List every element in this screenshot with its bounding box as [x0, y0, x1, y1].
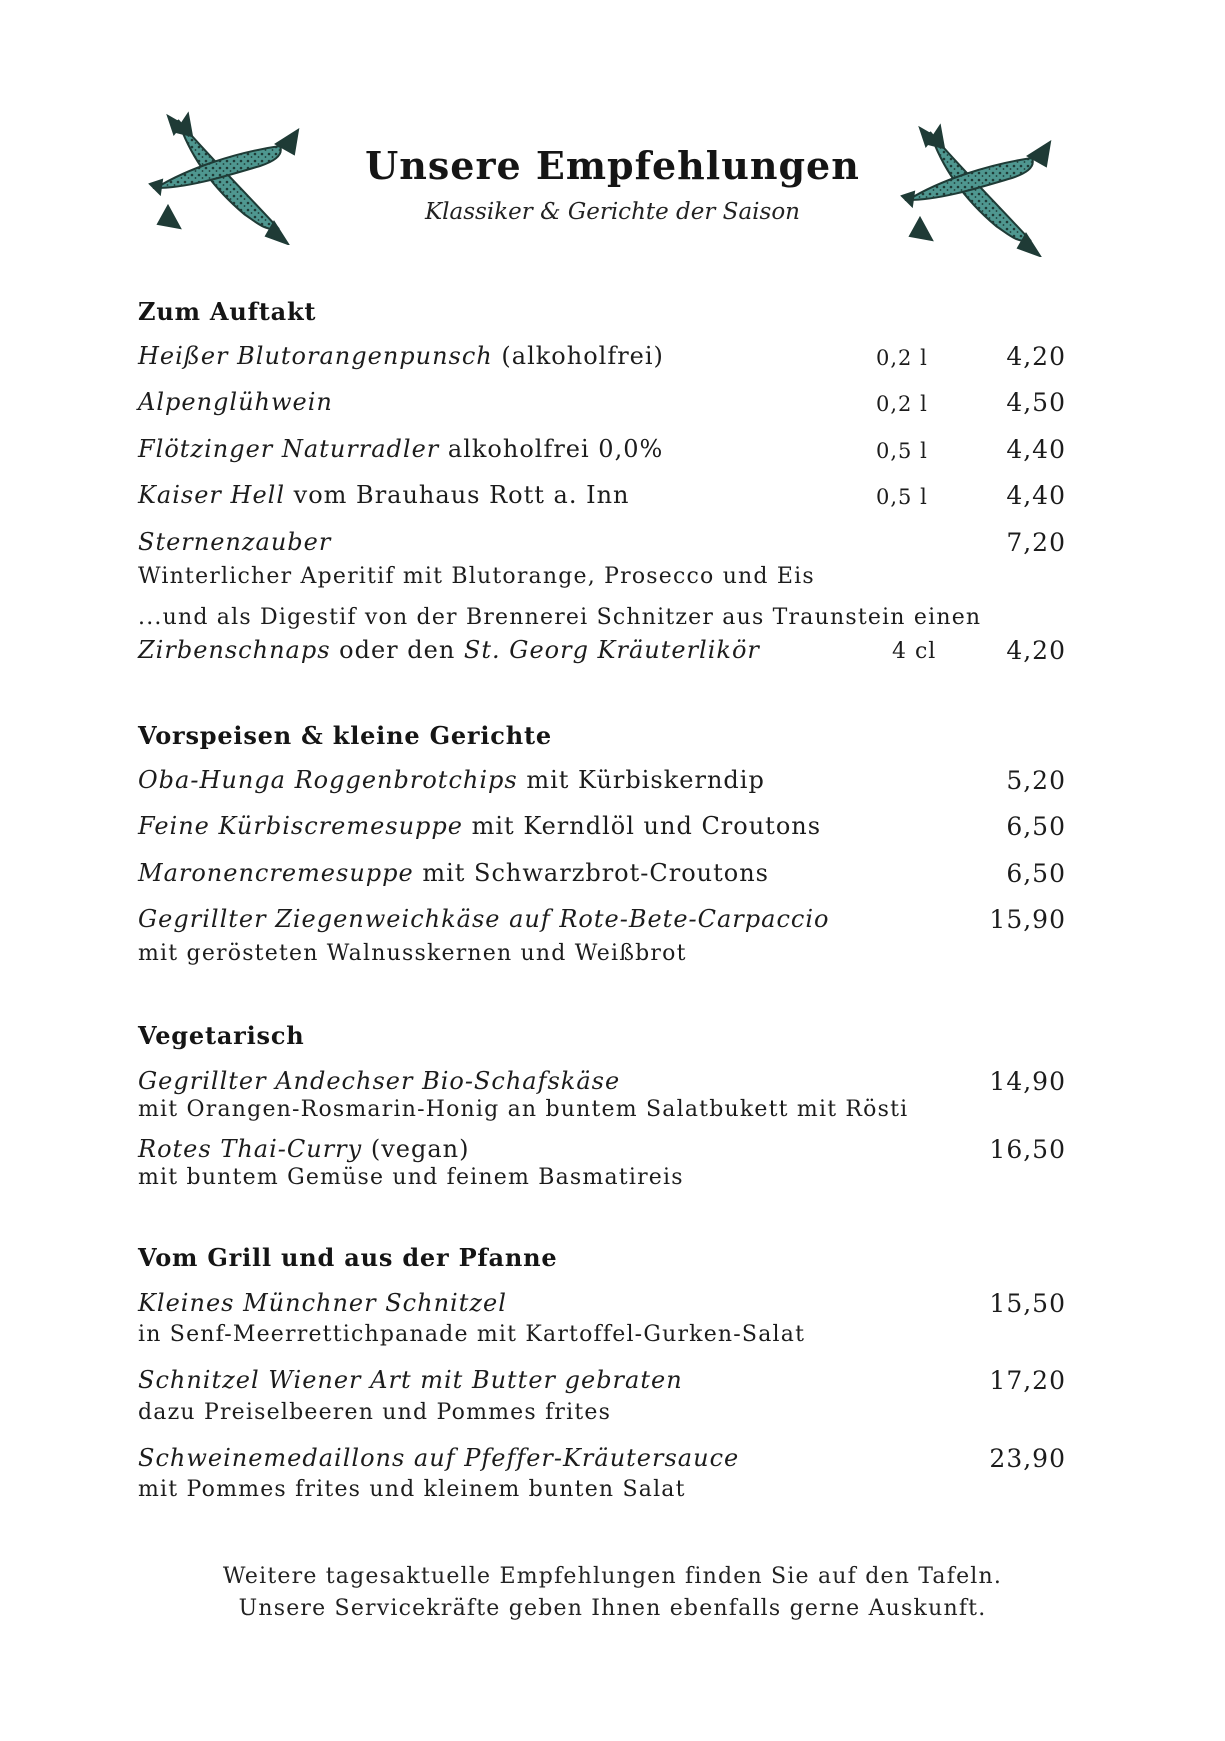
- footer-note: Weitere tagesaktuelle Empfehlungen finden Sie auf den Tafeln.: [222, 1564, 1003, 1589]
- menu-item: [138, 342, 664, 370]
- item-price: 4,40: [1006, 481, 1066, 510]
- page-subtitle: Klassiker & Gerichte der Saison: [425, 199, 800, 225]
- menu-item: [138, 636, 760, 664]
- menu-item: [138, 859, 769, 887]
- item-volume: 0,2 l: [876, 346, 928, 370]
- menu-item: [138, 1444, 739, 1472]
- item-note: alkoholfrei 0,0%: [439, 435, 664, 463]
- menu-item: [138, 766, 765, 794]
- section-heading: Vorspeisen & kleine Gerichte: [138, 721, 552, 750]
- menu-item: [138, 1135, 469, 1163]
- menu-item: [138, 905, 829, 933]
- item-name: Kleines Münchner Schnitzel: [138, 1289, 507, 1317]
- item-name: Alpenglühwein: [138, 388, 333, 416]
- item-description: mit buntem Gemüse und feinem Basmatireis: [138, 1165, 684, 1190]
- item-name: Zirbenschnaps: [138, 636, 331, 664]
- item-name: Maronencremesuppe: [138, 859, 414, 887]
- item-name: Feine Kürbiscremesuppe: [138, 812, 463, 840]
- menu-item: [138, 528, 331, 556]
- item-price: 7,20: [1006, 528, 1066, 557]
- item-price: 15,50: [989, 1289, 1066, 1318]
- menu-item: [138, 1289, 507, 1317]
- menu-item: [138, 1067, 620, 1095]
- item-description: mit Pommes frites und kleinem bunten Salat: [138, 1477, 686, 1502]
- menu-item: [138, 812, 821, 840]
- item-description: mit gerösteten Walnusskernen und Weißbrot: [138, 941, 687, 966]
- footer-note: Unsere Servicekräfte geben Ihnen ebenfalls gerne Auskunft.: [238, 1596, 987, 1621]
- item-price: 15,90: [989, 905, 1066, 934]
- item-description: dazu Preiselbeeren und Pommes frites: [138, 1400, 612, 1425]
- item-name: Kaiser Hell: [138, 481, 286, 509]
- item-description: in Senf-Meerrettichpanade mit Kartoffel-Gurken-Salat: [138, 1322, 806, 1347]
- item-note: vom Brauhaus Rott a. Inn: [285, 481, 630, 509]
- item-price: 5,20: [1006, 766, 1066, 795]
- item-note: mit Kerndlöl und Croutons: [462, 812, 822, 840]
- item-note: mit Schwarzbrot-Croutons: [413, 859, 769, 887]
- item-volume: 4 cl: [892, 639, 937, 664]
- item-name: Schweinemedaillons auf Pfeffer-Kräutersauce: [138, 1444, 740, 1472]
- menu-item: [138, 435, 663, 463]
- menu-item: [138, 1366, 683, 1394]
- menu-item: [138, 388, 333, 416]
- item-price: 6,50: [1006, 812, 1066, 841]
- item-name: Oba-Hunga Roggenbrotchips: [138, 766, 518, 794]
- item-volume: 0,5 l: [876, 439, 928, 463]
- item-name: Gegrillter Andechser Bio-Schafskäse: [138, 1067, 621, 1095]
- item-price: 6,50: [1006, 859, 1066, 888]
- item-price: 23,90: [989, 1444, 1066, 1473]
- item-volume: 0,2 l: [876, 392, 928, 416]
- item-name: Heißer Blutorangenpunsch: [138, 342, 493, 370]
- item-description: Winterlicher Aperitif mit Blutorange, Prosecco und Eis: [138, 564, 815, 589]
- item-connector: oder den: [330, 636, 464, 664]
- item-price: 4,50: [1006, 388, 1066, 417]
- item-intro: ...und als Digestif von der Brennerei Schnitzer aus Traunstein einen: [138, 605, 982, 630]
- item-price: 17,20: [989, 1366, 1066, 1395]
- section-heading: Vegetarisch: [138, 1021, 305, 1050]
- item-volume: 0,5 l: [876, 485, 928, 509]
- item-name-2: St. Georg Kräuterlikör: [463, 636, 760, 664]
- item-price: 14,90: [989, 1067, 1066, 1096]
- section-heading: Zum Auftakt: [138, 297, 317, 326]
- item-name: Schnitzel Wiener Art mit Butter gebraten: [138, 1366, 683, 1394]
- item-note: mit Kürbiskerndip: [517, 766, 765, 794]
- item-note: (vegan): [362, 1135, 470, 1163]
- item-name: Sternenzauber: [138, 528, 332, 556]
- item-price: 4,20: [1006, 342, 1066, 371]
- item-price: 4,40: [1006, 435, 1066, 464]
- item-name: Rotes Thai-Curry: [138, 1135, 363, 1163]
- section-heading: Vom Grill und aus der Pfanne: [138, 1243, 558, 1272]
- item-name: Flötzinger Naturradler: [138, 435, 440, 463]
- item-name: Gegrillter Ziegenweichkäse auf Rote-Bete-Carpaccio: [138, 905, 830, 933]
- menu-item: [138, 481, 630, 509]
- item-description: mit Orangen-Rosmarin-Honig an buntem Salatbukett mit Rösti: [138, 1097, 909, 1122]
- item-price: 4,20: [1006, 636, 1066, 665]
- page-title: Unsere Empfehlungen: [365, 143, 860, 188]
- item-note: (alkoholfrei): [492, 342, 664, 370]
- item-price: 16,50: [989, 1135, 1066, 1164]
